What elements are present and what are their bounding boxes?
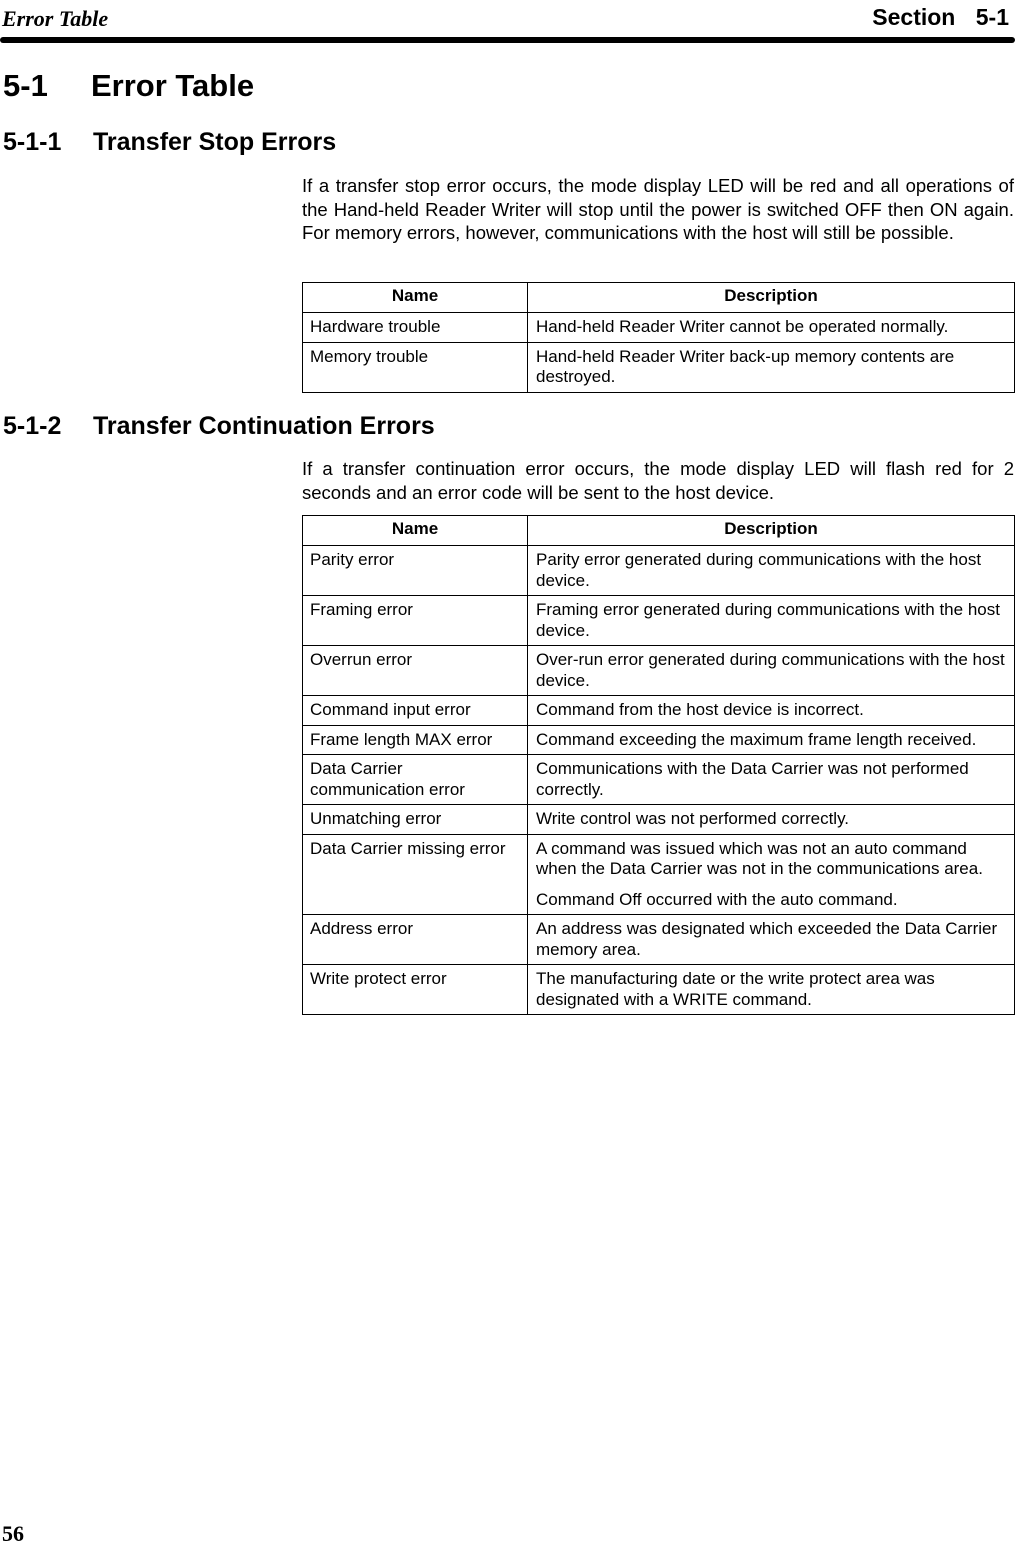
table-row (303, 805, 1015, 835)
subsection-heading-continuation (3, 412, 435, 441)
section-number: 5-1 (3, 68, 48, 103)
error-name-cell: Hardware trouble (303, 313, 528, 343)
description-text: Communications with the Data Carrier was not performed correctly. (536, 759, 969, 799)
error-description-cell (528, 313, 1015, 343)
table-row (303, 546, 1015, 596)
error-description-cell (528, 915, 1015, 965)
error-description-cell (528, 342, 1015, 392)
description-text: Hand-held Reader Writer cannot be operated normally. (536, 317, 949, 336)
header-rule (0, 37, 1015, 43)
table-row (303, 646, 1015, 696)
col-header-name: Name (303, 516, 528, 546)
description-text: Parity error generated during communications with the host device. (536, 550, 982, 590)
error-name-cell: Address error (303, 915, 528, 965)
continuation-errors-table (302, 515, 1015, 1015)
error-description-cell (528, 805, 1015, 835)
error-name-cell: Frame length MAX error (303, 725, 528, 755)
error-name-cell: Write protect error (303, 965, 528, 1015)
description-text: Command exceeding the maximum frame length received. (536, 729, 977, 749)
stop-errors-paragraph: If a transfer stop error occurs, the mode display LED will be red and all operations of the Hand-held Reader Writer will stop until the power is switched OFF then ON again. For memory errors, however, communications with the host will still be possible. (302, 175, 1014, 243)
description-text: The manufacturing date or the write protect area was designated with a WRITE command. (536, 969, 935, 1009)
table-row (303, 725, 1015, 755)
continuation-errors-paragraph: If a transfer continuation error occurs, the mode display LED will flash red for 2 seconds and an error code will be sent to the host device. (302, 458, 1014, 503)
running-header-section: Section 5-1 (872, 4, 1009, 30)
error-description-cell (528, 646, 1015, 696)
error-name-cell: Memory trouble (303, 342, 528, 392)
error-description-cell (528, 755, 1015, 805)
table-row (303, 755, 1015, 805)
table-row (303, 342, 1015, 392)
col-header-description: Description (528, 283, 1015, 313)
col-header-description: Description (528, 516, 1015, 546)
error-name-cell: Framing error (303, 596, 528, 646)
error-description-cell (528, 965, 1015, 1015)
description-text: An address was designated which exceeded the Data Carrier memory area. (536, 919, 998, 959)
description-text: Hand-held Reader Writer back-up memory contents are destroyed. (536, 346, 955, 386)
col-header-name: Name (303, 283, 528, 313)
description-text: Command from the host device is incorrect. (536, 700, 864, 719)
section-heading (3, 68, 254, 104)
error-name-cell: Parity error (303, 546, 528, 596)
error-name-cell: Data Carrier communication error (303, 755, 528, 805)
subsection-title: Transfer Stop Errors (93, 128, 337, 156)
page-number: 56 (2, 1521, 24, 1546)
error-name-cell: Overrun error (303, 646, 528, 696)
table-row (303, 965, 1015, 1015)
error-description-cell (528, 834, 1015, 915)
error-name-cell: Data Carrier missing error (303, 834, 528, 915)
subsection-number: 5-1-1 (3, 128, 62, 156)
error-description-cell (528, 596, 1015, 646)
error-name-cell: Unmatching error (303, 805, 528, 835)
description-text: Over-run error generated during communications with the host device. (536, 650, 1005, 690)
subsection-heading-stop (3, 128, 336, 157)
section-title: Error Table (91, 68, 255, 103)
table-row (303, 915, 1015, 965)
error-name-cell: Command input error (303, 696, 528, 726)
description-text: Command Off occurred with the auto command. (536, 889, 898, 909)
subsection-number: 5-1-2 (3, 412, 62, 440)
subsection-title: Transfer Continuation Errors (93, 412, 435, 440)
description-text: A command was issued which was not an auto command when the Data Carrier was not in the communications area. (536, 838, 983, 878)
error-description-cell (528, 725, 1015, 755)
table-row (303, 696, 1015, 726)
description-text: Framing error generated during communications with the host device. (536, 600, 1000, 640)
table-row (303, 596, 1015, 646)
error-description-cell (528, 546, 1015, 596)
running-header-title: Error Table (2, 6, 109, 31)
description-text: Write control was not performed correctly. (536, 809, 850, 828)
stop-errors-table (302, 282, 1015, 393)
table-row (303, 834, 1015, 915)
table-row (303, 313, 1015, 343)
error-description-cell (528, 696, 1015, 726)
